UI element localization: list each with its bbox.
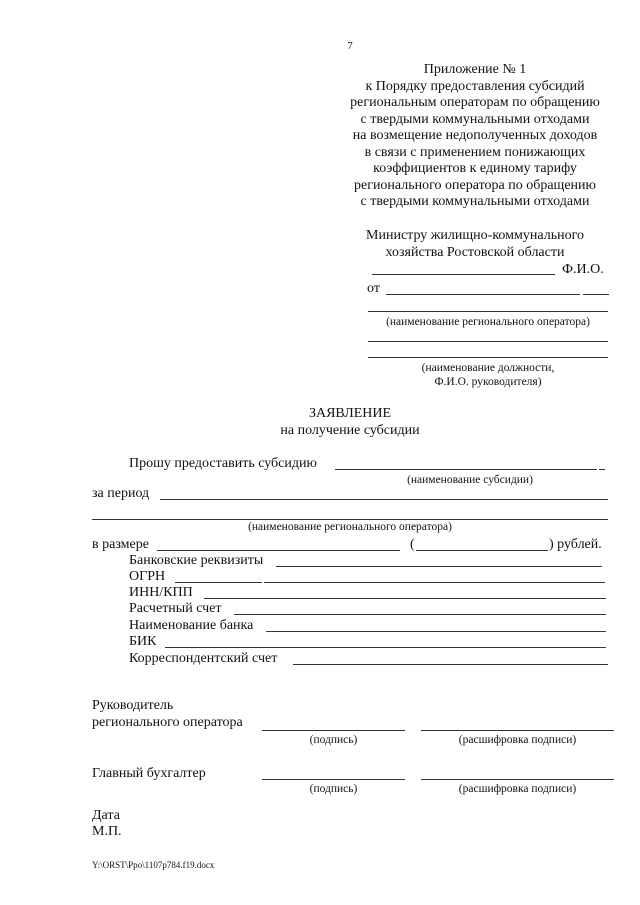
bank-details-line[interactable] (276, 566, 602, 567)
corr-account-line[interactable] (293, 664, 608, 665)
inn-kpp-label: ИНН/КПП (129, 585, 193, 600)
amount-paren-open: ( (410, 537, 415, 552)
from-label: от (367, 281, 380, 296)
date-label: Дата (92, 808, 120, 823)
position-caption: Ф.И.О. руководителя) (434, 376, 542, 388)
appendix-line: на возмещение недополученных доходов (352, 128, 598, 143)
appendix-line: в связи с применением понижающих (364, 144, 586, 160)
account-label: Расчетный счет (129, 601, 222, 616)
ogrn-line-ext[interactable] (264, 582, 605, 583)
signature-caption: (подпись) (309, 783, 358, 795)
appendix-line: коэффициентов к единому тарифу (373, 161, 577, 176)
head-decode-line[interactable] (421, 730, 614, 731)
bank-name-label: Наименование банка (129, 618, 254, 633)
fio-label: Ф.И.О. (562, 262, 604, 277)
bank-name-line[interactable] (266, 631, 606, 632)
accountant-decode-line[interactable] (421, 779, 614, 780)
appendix-line: Приложение № 1 (423, 62, 527, 77)
accountant-label: Главный бухгалтер (92, 766, 206, 781)
bank-details-label: Банковские реквизиты (129, 553, 264, 568)
decode-caption: (расшифровка подписи) (458, 734, 577, 746)
fio-line[interactable] (372, 274, 555, 275)
period-line[interactable] (160, 499, 608, 500)
period-label: за период (92, 486, 150, 501)
addressee-line: Министру жилищно-коммунального (366, 228, 584, 243)
addressee-line: хозяйства Ростовской области (385, 244, 565, 260)
stamp-label: М.П. (92, 824, 122, 839)
ogrn-label: ОГРН (129, 569, 166, 584)
page-number: 7 (347, 40, 353, 52)
corr-account-label: Корреспондентский счет (129, 651, 278, 666)
signature-caption: (подпись) (309, 734, 358, 746)
account-line[interactable] (234, 614, 606, 615)
ogrn-line[interactable] (175, 582, 262, 583)
accountant-signature-line[interactable] (262, 779, 405, 780)
subsidy-caption: (наименование субсидии) (407, 474, 533, 486)
from-line[interactable] (386, 294, 580, 295)
amount-label: в размере (92, 537, 149, 552)
appendix-line: региональным операторам по обращению (350, 95, 600, 110)
from-line-tail[interactable] (583, 294, 609, 295)
document-title (200, 406, 500, 439)
position-line-1[interactable] (368, 341, 608, 342)
amount-line[interactable] (157, 550, 400, 551)
bik-label: БИК (129, 634, 157, 649)
operator-caption: (наименование регионального оператора) (248, 521, 452, 533)
decode-caption: (расшифровка подписи) (458, 783, 577, 795)
subsidy-name-line[interactable] (335, 469, 597, 470)
position-line-2[interactable] (368, 357, 608, 358)
appendix-line: с твердыми коммунальными отходами (360, 111, 590, 127)
position-caption: (наименование должности, (421, 362, 555, 374)
bik-line[interactable] (165, 647, 606, 648)
subsidy-name-line-tail[interactable] (599, 469, 605, 470)
operator-name-caption: (наименование регионального оператора) (386, 316, 590, 328)
rubles-label: ) рублей. (549, 537, 602, 552)
appendix-header (330, 62, 620, 211)
operator-line[interactable] (92, 519, 608, 520)
inn-kpp-line[interactable] (204, 598, 606, 599)
appendix-line: с твердыми коммунальными отходами (360, 194, 590, 209)
request-label: Прошу предоставить субсидию (129, 456, 317, 471)
file-path: Y:\ORST\Ppo\1107p784.f19.docx (92, 860, 215, 870)
amount-words-line[interactable] (416, 550, 548, 551)
head-label-line1: Руководитель (92, 698, 174, 713)
title-sub: на получение субсидии (280, 422, 420, 438)
head-signature-line[interactable] (262, 730, 405, 731)
appendix-line: к Порядку предоставления субсидий (365, 78, 585, 94)
operator-name-line[interactable] (368, 311, 608, 312)
head-label-line2: регионального оператора (92, 715, 243, 730)
addressee-block (355, 228, 595, 261)
appendix-line: регионального оператора по обращению (353, 177, 596, 193)
title-main: ЗАЯВЛЕНИЕ (308, 406, 392, 421)
